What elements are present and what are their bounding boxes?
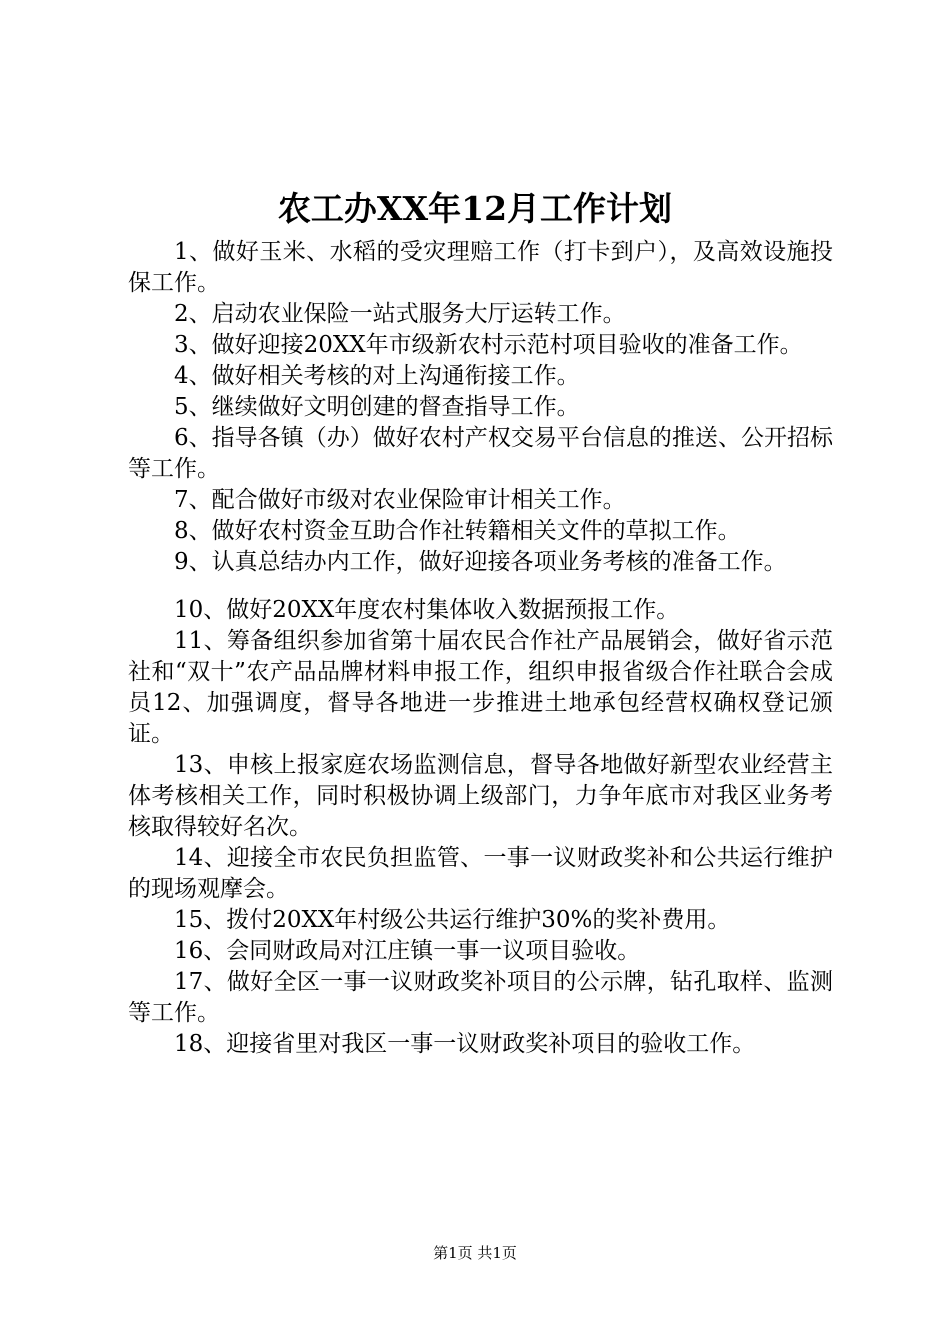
document-body [128,237,833,1060]
page-footer: 第1页 共1页 [433,1244,517,1262]
paragraph-item-3: 3、做好迎接20XX年市级新农村示范村项目验收的准备工作。 [174,332,803,358]
paragraph-item-15: 15、拨付20XX年村级公共运行维护30%的奖补费用。 [174,907,731,933]
paragraph-item-5: 5、继续做好文明创建的督查指导工作。 [174,394,580,420]
paragraph-item-2: 2、启动农业保险一站式服务大厅运转工作。 [174,301,626,327]
paragraph-item-1: 1、做好玉米、水稻的受灾理赔工作（打卡到户），及高效设施投保工作。 [128,239,833,296]
paragraph-item-14: 14、迎接全市农民负担监管、一事一议财政奖补和公共运行维护的现场观摩会。 [128,845,833,902]
paragraph-item-16: 16、会同财政局对江庄镇一事一议项目验收。 [174,938,641,964]
paragraph-item-18: 18、迎接省里对我区一事一议财政奖补项目的验收工作。 [174,1031,756,1057]
paragraph-item-7: 7、配合做好市级对农业保险审计相关工作。 [174,487,626,513]
paragraph-item-4: 4、做好相关考核的对上沟通衔接工作。 [174,363,580,389]
paragraph-item-10: 10、做好20XX年度农村集体收入数据预报工作。 [174,597,680,623]
paragraph-item-11: 11、筹备组织参加省第十届农民合作社产品展销会，做好省示范社和“双十”农产品品牌材料申报工作，组织申报省级合作社联合会成员12、加强调度，督导各地进一步推进土地承包经营权确权登记颁证。 [128,628,833,747]
paragraph-item-13: 13、申核上报家庭农场监测信息，督导各地做好新型农业经营主体考核相关工作，同时积极协调上级部门，力争年底市对我区业务考核取得较好名次。 [128,752,833,840]
paragraph-item-9: 9、认真总结办内工作，做好迎接各项业务考核的准备工作。 [174,549,787,575]
paragraph-item-6: 6、指导各镇（办）做好农村产权交易平台信息的推送、公开招标等工作。 [128,425,833,482]
document-title: 农工办XX年12月工作计划 [277,189,673,228]
paragraph-item-8: 8、做好农村资金互助合作社转籍相关文件的草拟工作。 [174,518,741,544]
paragraph-item-17: 17、做好全区一事一议财政奖补项目的公示牌，钻孔取样、监测等工作。 [128,969,833,1026]
